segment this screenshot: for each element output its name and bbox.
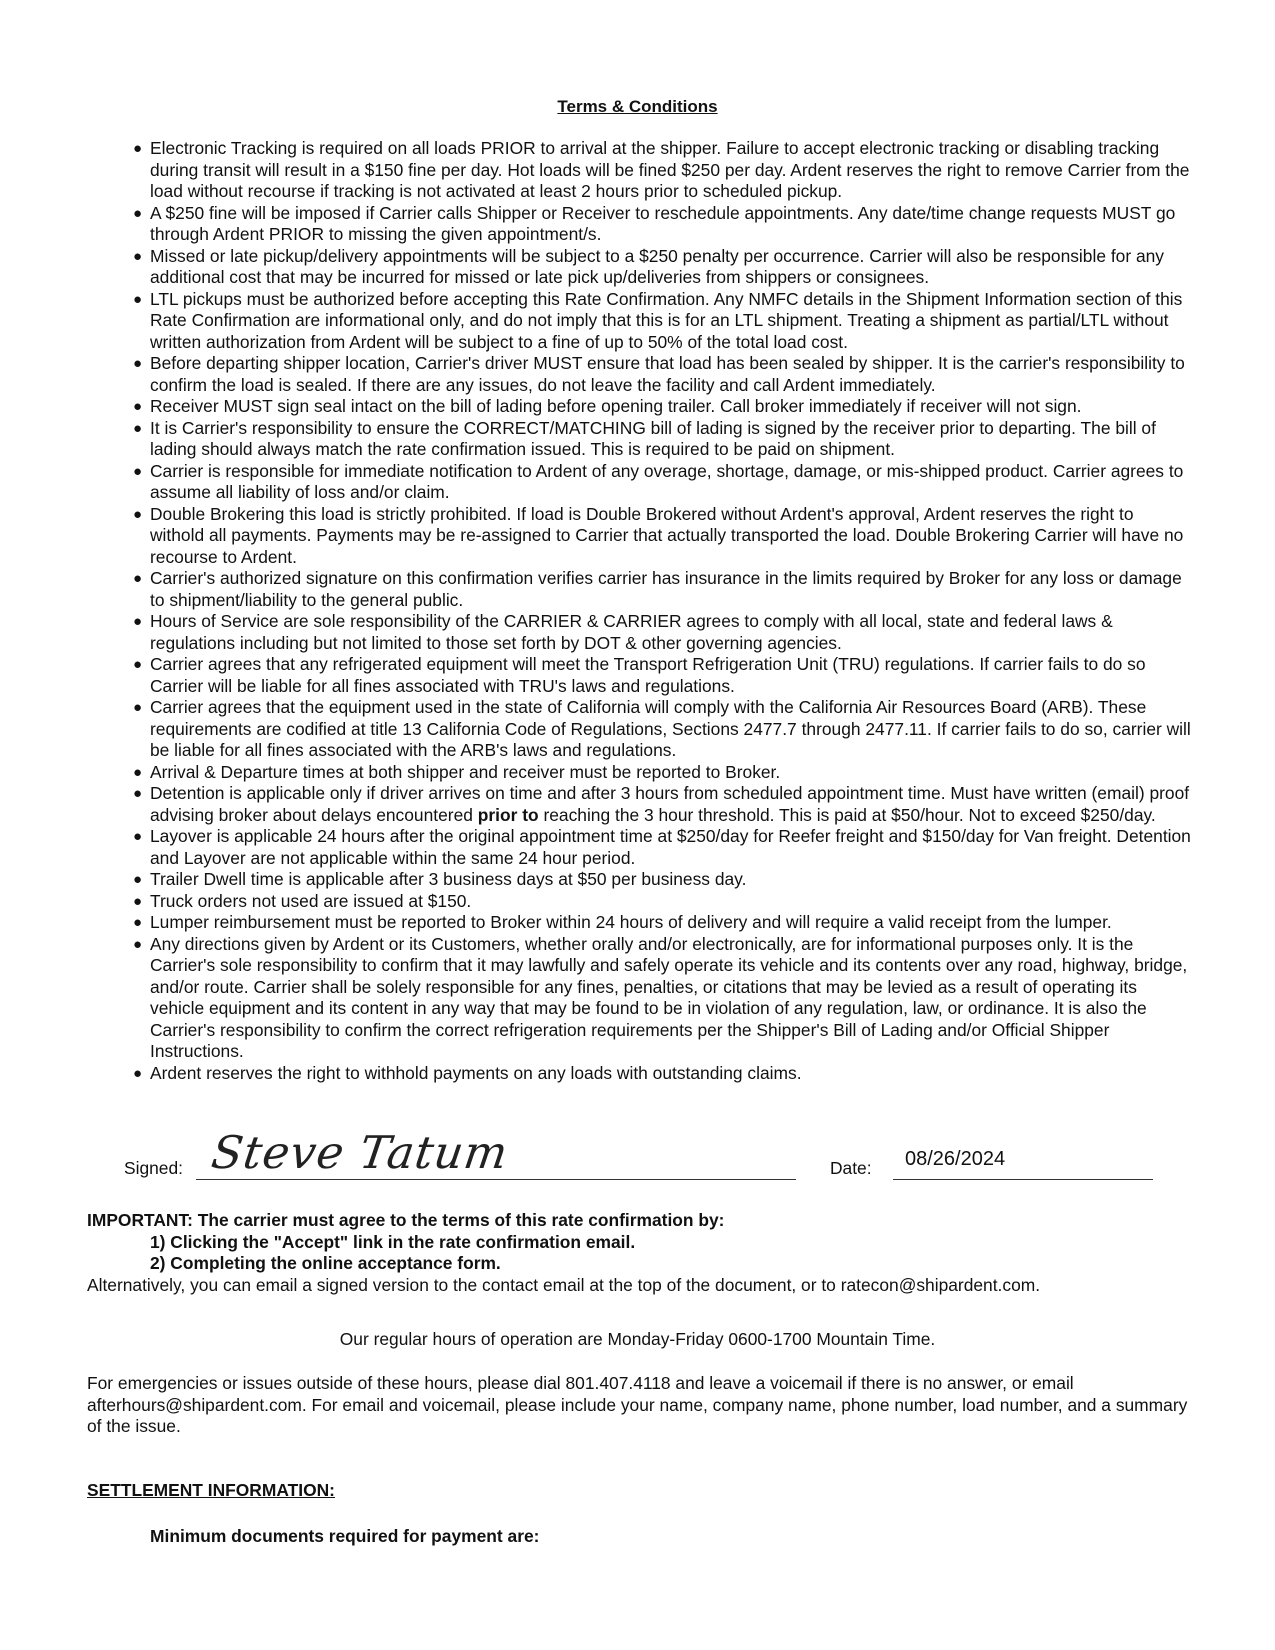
term-text: Any directions given by Ardent or its Customers, whether orally and/or electronically, are for informational purposes only. It is the Carrier's sole responsibility to confirm that it may lawfully and safely operate its vehicle and its contents over any road, highway, bridge, and/or route. Carrier shall be solely responsible for any fines, penalties, or citations that may be levied as a result of operating its vehicle equipment and its content in any way that may be found to be in violation of any regulation, law, or ordinance. It is also the Carrier's responsibility to confirm the correct refrigeration requirements per the Shipper's Bill of Lading and/or Official Shipper Instructions. — [150, 933, 1188, 1061]
term-item — [132, 891, 1192, 913]
term-item — [132, 869, 1192, 891]
term-text: A $250 fine will be imposed if Carrier calls Shipper or Receiver to reschedule appointments. Any date/time change requests MUST go through Ardent PRIOR to missing the given appointment/s. — [150, 202, 1176, 244]
important-heading: IMPORTANT: The carrier must agree to the terms of this rate confirmation by: — [87, 1210, 725, 1230]
term-text-after: reaching the 3 hour threshold. This is paid at $50/hour. Not to exceed $250/day. — [538, 804, 1156, 825]
term-item — [132, 697, 1192, 762]
bullet-icon: ● — [133, 505, 143, 523]
bullet-icon: ● — [133, 140, 143, 157]
hours-of-operation: Our regular hours of operation are Monday-Friday 0600-1700 Mountain Time. — [339, 1329, 936, 1349]
term-item — [132, 504, 1192, 569]
term-text: It is Carrier's responsibility to ensure the CORRECT/MATCHING bill of lading is signed by the receiver prior to departing. The bill of lading should always match the rate confirmation issued. This is required to be paid on shipment. — [150, 417, 1156, 459]
date-line — [893, 1179, 1153, 1180]
term-item — [132, 353, 1192, 396]
term-text: Missed or late pickup/delivery appointments will be subject to a $250 penalty per occurrence. Carrier will also be responsible for any additional cost that may be incurred for missed or late pick up/deliveries from shippers or consignees. — [150, 245, 1164, 287]
bullet-icon: ● — [133, 1064, 143, 1082]
page-title: Terms & Conditions — [557, 97, 718, 116]
term-item — [132, 396, 1192, 418]
important-alternative: Alternatively, you can email a signed version to the contact email at the top of the document, or to ratecon@shipardent.com. — [87, 1274, 1041, 1295]
signature-line — [196, 1179, 796, 1180]
minimum-documents-heading: Minimum documents required for payment are: — [150, 1526, 540, 1546]
term-text: Hours of Service are sole responsibility of the CARRIER & CARRIER agrees to comply with all local, state and federal laws & regulations including but not limited to those set forth by DOT & other governing agencies. — [150, 611, 1113, 653]
term-text: Before departing shipper location, Carrier's driver MUST ensure that load has been sealed by shipper. It is the carrier's responsibility to confirm the load is sealed. If there are any issues, do not leave the facility and call Ardent immediately. — [150, 353, 1185, 395]
term-text: Electronic Tracking is required on all loads PRIOR to arrival at the shipper. Failure to accept electronic tracking or disabling tracking during transit will result in a $150 fine per day. Hot loads will be fined $250 per day. Ardent reserves the right to remove Carrier from the load without recourse if tracking is not activated at least 2 hours prior to scheduled pickup. — [150, 138, 1190, 201]
term-item — [132, 611, 1192, 654]
bullet-icon: ● — [133, 914, 143, 931]
important-section — [87, 1210, 1207, 1296]
bullet-icon: ● — [133, 290, 143, 308]
date-value: 08/26/2024 — [905, 1148, 1006, 1170]
term-item — [132, 246, 1192, 289]
term-text: Lumper reimbursement must be reported to Broker within 24 hours of delivery and will require a valid receipt from the lumper. — [150, 912, 1112, 932]
term-text: Receiver MUST sign seal intact on the bill of lading before opening trailer. Call broker immediately if receiver will not sign. — [150, 396, 1082, 416]
bullet-icon: ● — [133, 613, 143, 630]
term-item — [132, 289, 1192, 354]
signed-label: Signed: — [124, 1158, 183, 1178]
term-item — [132, 826, 1192, 869]
bullet-icon: ● — [133, 204, 143, 222]
bullet-icon: ● — [133, 570, 143, 587]
bullet-icon: ● — [133, 892, 143, 910]
term-item — [132, 1063, 1192, 1085]
important-step-1: 1) Clicking the "Accept" link in the rate confirmation email. — [150, 1231, 636, 1252]
term-text: Carrier agrees that the equipment used in the state of California will comply with the California Air Resources Board (ARB). These requirements are codified at title 13 California Code of Regulations, Sections 2477.7 through 2477.11. If carrier fails to do so, carrier will be liable for all fines associated with the ARB's laws and regulations. — [150, 697, 1191, 760]
term-text-before: Detention is applicable only if driver arrives on time and after 3 hours from scheduled appointment time. Must have written (email) proof advising broker about delays encountered — [150, 783, 1190, 825]
signature-row — [0, 1126, 1275, 1190]
term-item — [132, 138, 1192, 203]
term-item — [132, 912, 1192, 934]
term-text-bold: prior to — [477, 804, 539, 825]
bullet-icon: ● — [133, 871, 143, 888]
term-item — [132, 654, 1192, 697]
term-item — [132, 762, 1192, 784]
bullet-icon: ● — [133, 785, 143, 802]
bullet-icon: ● — [133, 763, 143, 781]
term-text: Truck orders not used are issued at $150. — [150, 890, 472, 911]
term-item — [132, 568, 1192, 611]
terms-list — [132, 138, 1192, 1084]
bullet-icon: ● — [133, 935, 143, 953]
bullet-icon: ● — [133, 828, 143, 845]
term-text: Layover is applicable 24 hours after the original appointment time at $250/day for Reefer freight and $150/day for Van freight. Detention and Layover are not applicable within the same 24 hour period. — [150, 826, 1191, 868]
bullet-icon: ● — [133, 656, 143, 673]
bullet-icon: ● — [133, 699, 143, 716]
term-text: Carrier is responsible for immediate notification to Ardent of any overage, shortage, damage, or mis-shipped product. Carrier agrees to assume all liability of loss and/or claim. — [150, 460, 1184, 502]
term-item — [132, 203, 1192, 246]
term-item — [132, 461, 1192, 504]
term-item — [132, 418, 1192, 461]
bullet-icon: ● — [133, 419, 143, 437]
important-step-2: 2) Completing the online acceptance form. — [150, 1253, 501, 1273]
bullet-icon: ● — [133, 398, 143, 415]
term-item — [132, 783, 1192, 826]
emergency-contact: For emergencies or issues outside of these hours, please dial 801.407.4118 and leave a voicemail if there is no answer, or email afterhours@shipardent.com. For email and voicemail, please include your name, company name, phone number, load number, and a summary of the issue. — [87, 1373, 1188, 1436]
bullet-icon: ● — [133, 462, 143, 480]
term-text: Arrival & Departure times at both shipper and receiver must be reported to Broker. — [150, 761, 781, 782]
term-text: Double Brokering this load is strictly prohibited. If load is Double Brokered without Ardent's approval, Ardent reserves the right to withold all payments. Payments may be re-assigned to Carrier that actually transported the load. Double Brokering Carrier will have no recourse to Ardent. — [150, 503, 1184, 567]
bullet-icon: ● — [133, 355, 143, 372]
date-label: Date: — [830, 1158, 872, 1178]
term-text: LTL pickups must be authorized before accepting this Rate Confirmation. Any NMFC details in the Shipment Information section of this Rate Confirmation are informational only, and do not imply that this is for an LTL shipment. Treating a shipment as partial/LTL without written authorization from Ardent will be subject to a fine of up to 50% of the total load cost. — [150, 288, 1183, 352]
term-text: Ardent reserves the right to withhold payments on any loads with outstanding claims. — [150, 1062, 802, 1083]
term-text: Trailer Dwell time is applicable after 3 business days at $50 per business day. — [150, 869, 747, 889]
term-text: Carrier's authorized signature on this confirmation verifies carrier has insurance in the limits required by Broker for any loss or damage to shipment/liability to the general public. — [150, 568, 1182, 610]
handwritten-signature: Steve Tatum — [208, 1126, 512, 1179]
bullet-icon: ● — [133, 247, 143, 265]
settlement-heading: SETTLEMENT INFORMATION: — [87, 1480, 335, 1500]
term-text: Carrier agrees that any refrigerated equipment will meet the Transport Refrigeration Unit (TRU) regulations. If carrier fails to do so Carrier will be liable for all fines associated with TRU's laws and regulations. — [150, 654, 1146, 696]
term-item — [132, 934, 1192, 1063]
